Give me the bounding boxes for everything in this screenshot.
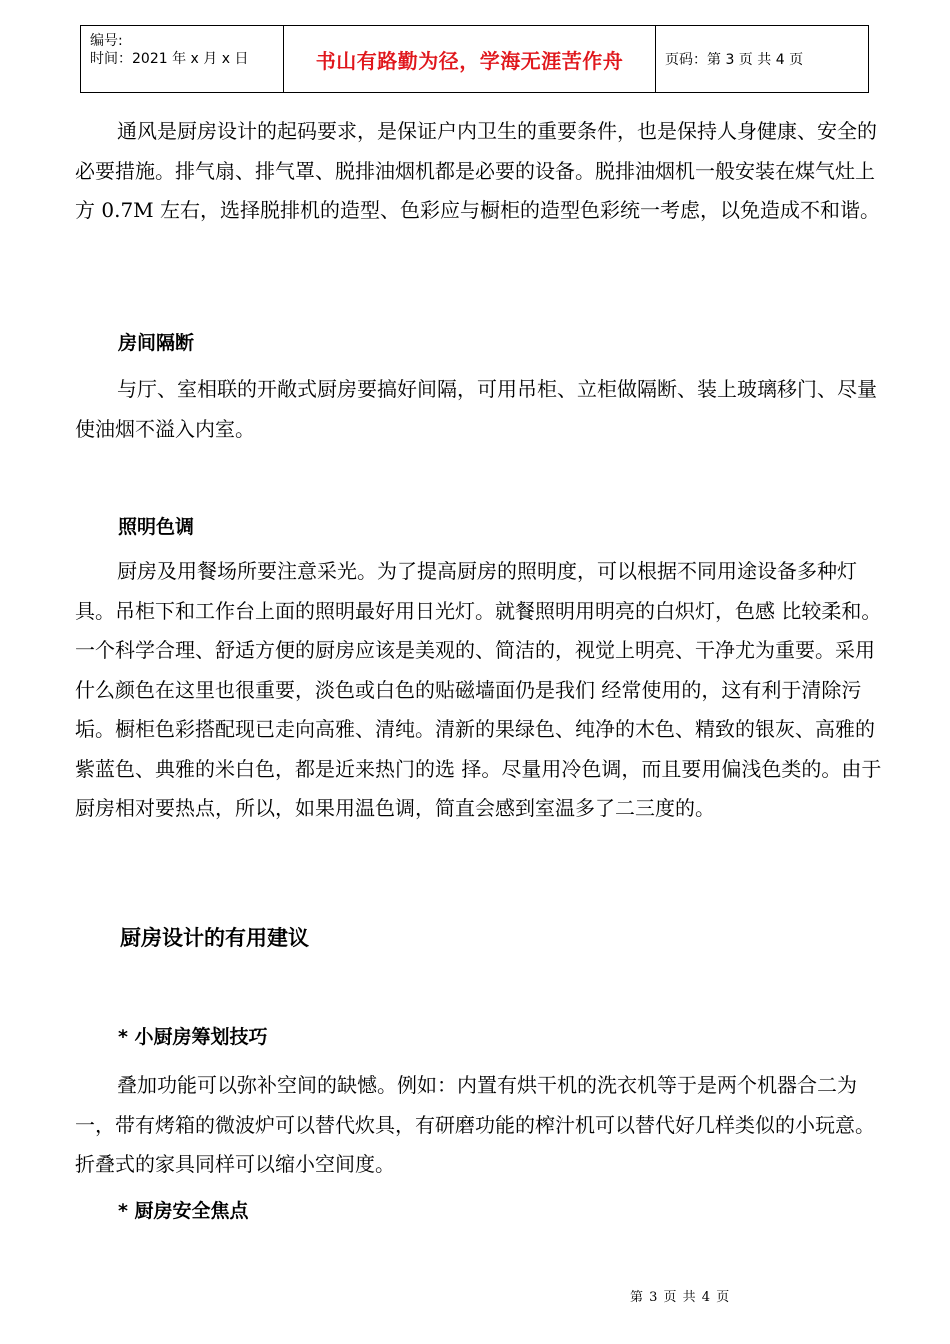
header-meta-cell bbox=[81, 26, 284, 92]
header-page-info: 页码：第 3 页 共 4 页 bbox=[665, 52, 804, 68]
document-number-label: 编号: bbox=[90, 33, 123, 49]
safety-heading: * 厨房安全焦点 bbox=[118, 1200, 249, 1222]
ventilation-paragraph: 通风是厨房设计的起码要求，是保证户内卫生的重要条件，也是保持人身健康、安全的必要措施。排气扇、排气罩、脱排油烟机都是必要的设备。脱排油烟机一般安装在煤气灶上方 0.7M 左右，选择脱排机的造型、色彩应与橱柜的造型色彩统一考虑，以免造成不和谐。 bbox=[75, 119, 880, 222]
small-kitchen-heading: * 小厨房筹划技巧 bbox=[118, 1026, 268, 1048]
small-kitchen-paragraph: 叠加功能可以弥补空间的缺憾。例如：内置有烘干机的洗衣机等于是两个机器合二为一，带有烤箱的微波炉可以替代炊具，有研磨功能的榨汁机可以替代好几样类似的小玩意。折叠式的家具同样可以缩小空间度。 bbox=[75, 1073, 875, 1176]
lighting-paragraph: 厨房及用餐场所要注意采光。为了提高厨房的照明度，可以根据不同用途设备多种灯具。吊柜下和工作台上面的照明最好用日光灯。就餐照明用明亮的白炽灯，色感 比较柔和。 一个科学合理、舒适方便的厨房应该是美观的、简洁的，视觉上明亮、干净尤为重要。采用什么颜色在这里也很重要，淡色或白色的贴磁墙面仍是我们 经常使用的，这有利于清除污垢。橱柜色彩搭配现已走向高雅、清纯。清新的果绿色、纯净的木色、精致的银灰、高雅的紫蓝色、典雅的米白色，都是近来热门的选 择。尽量用冷色调，而且要用偏浅色类的。由于厨房相对要热点，所以，如果用温色调，简直会感到室温多了二三度的。 bbox=[75, 559, 882, 820]
partition-paragraph: 与厅、室相联的开敞式厨房要搞好间隔，可用吊柜、立柜做隔断、装上玻璃移门、尽量使油烟不溢入内室。 bbox=[75, 377, 877, 441]
page-footer: 第 3 页 共 4 页 bbox=[630, 1290, 731, 1305]
document-time-label: 时间：2021 年 x 月 x 日 bbox=[90, 51, 249, 67]
lighting-heading: 照明色调 bbox=[118, 516, 195, 538]
header-motto: 书山有路勤为径，学海无涯苦作舟 bbox=[284, 26, 656, 92]
advice-heading: 厨房设计的有用建议 bbox=[120, 926, 309, 950]
header-table bbox=[80, 25, 869, 93]
partition-heading: 房间隔断 bbox=[118, 332, 195, 354]
